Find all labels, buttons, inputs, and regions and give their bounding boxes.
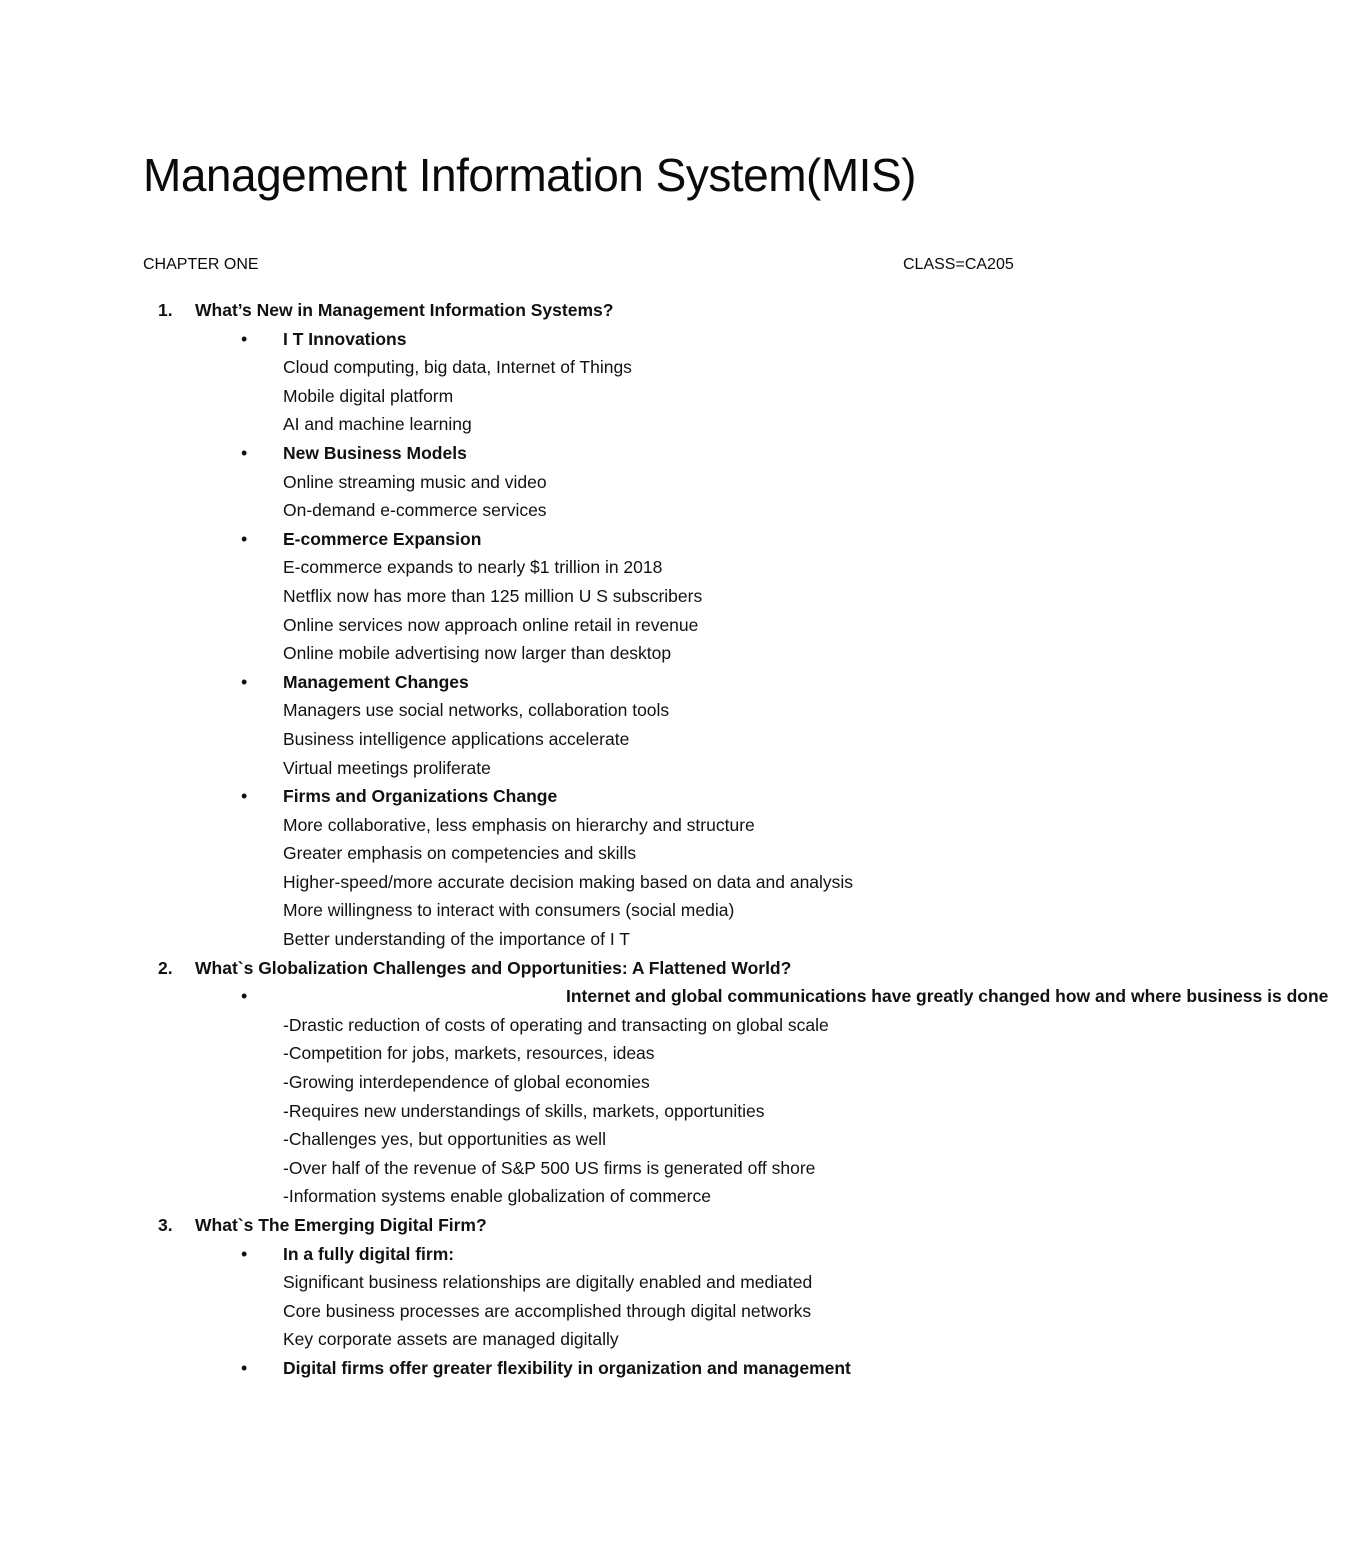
list-item — [0, 582, 1200, 611]
list-item — [0, 468, 1200, 497]
list-item-text: -Requires new understandings of skills, markets, opportunities — [283, 1100, 765, 1121]
list-item-text: -Drastic reduction of costs of operating and transacting on global scale — [283, 1014, 829, 1035]
list-item-text: Higher-speed/more accurate decision making based on data and analysis — [283, 871, 854, 892]
list-item-text: Significant business relationships are digitally enabled and mediated — [283, 1272, 813, 1293]
list-item — [0, 1268, 1200, 1297]
list-item — [0, 611, 1200, 640]
bullet-icon: • — [241, 1357, 248, 1378]
list-item-text: -Challenges yes, but opportunities as well — [283, 1129, 606, 1150]
list-item — [0, 410, 1200, 439]
bullet-row — [0, 439, 1200, 468]
list-item — [0, 496, 1200, 525]
list-item-text: -Growing interdependence of global economies — [283, 1072, 650, 1093]
section-heading: What`s The Emerging Digital Firm? — [195, 1215, 487, 1235]
list-item — [0, 696, 1200, 725]
list-item-text: Online services now approach online retail in revenue — [283, 614, 699, 635]
list-item-text: Virtual meetings proliferate — [283, 757, 491, 778]
bullet-row — [0, 525, 1200, 554]
bullet-icon: • — [241, 671, 248, 692]
list-item-text: More willingness to interact with consumers (social media) — [283, 900, 735, 921]
list-item — [0, 725, 1200, 754]
list-item-text: Online streaming music and video — [283, 471, 547, 492]
bullet-title: Digital firms offer greater flexibility in organization and management — [283, 1357, 851, 1378]
bullet-title: Firms and Organizations Change — [283, 786, 558, 807]
bullet-icon: • — [241, 786, 248, 807]
list-item-text: Cloud computing, big data, Internet of Things — [283, 357, 632, 378]
bullet-title: New Business Models — [283, 442, 467, 463]
list-item — [0, 1068, 1200, 1097]
section-heading-row — [0, 296, 1200, 325]
list-item-text: Greater emphasis on competencies and skills — [283, 843, 637, 864]
page-title: Management Information System(MIS) — [143, 149, 916, 201]
bullet-title: Management Changes — [283, 671, 469, 692]
list-item — [0, 1011, 1200, 1040]
bullet-title: In a fully digital firm: — [283, 1243, 455, 1264]
list-item — [0, 754, 1200, 783]
document-body — [0, 296, 1329, 1383]
section-number: 1. — [158, 300, 173, 320]
list-item — [0, 1097, 1200, 1126]
bullet-title: I T Innovations — [283, 328, 407, 349]
list-item-text: Mobile digital platform — [283, 385, 454, 406]
list-item — [0, 1154, 1200, 1183]
list-item — [0, 1125, 1200, 1154]
list-item-text: More collaborative, less emphasis on hierarchy and structure — [283, 814, 755, 835]
list-item — [0, 353, 1200, 382]
class-label: CLASS=CA205 — [903, 256, 1014, 273]
list-item — [0, 1039, 1200, 1068]
section-heading: What`s Globalization Challenges and Opportunities: A Flattened World? — [195, 957, 792, 978]
bullet-row — [0, 982, 1329, 1011]
bullet-icon: • — [241, 442, 248, 463]
bullet-row — [0, 1354, 1200, 1383]
list-item-text: -Information systems enable globalization of commerce — [283, 1186, 711, 1207]
list-item — [0, 896, 1200, 925]
list-item — [0, 1182, 1200, 1211]
bullet-row — [0, 782, 1200, 811]
list-item — [0, 1297, 1200, 1326]
list-item — [0, 553, 1200, 582]
list-item — [0, 868, 1200, 897]
list-item-text: E-commerce expands to nearly $1 trillion in 2018 — [283, 557, 663, 578]
list-item — [0, 382, 1200, 411]
list-item — [0, 925, 1200, 954]
list-item-text: On-demand e-commerce services — [283, 500, 547, 521]
bullet-title: Internet and global communications have greatly changed how and where business is done — [566, 986, 1329, 1007]
bullet-row — [0, 668, 1200, 697]
list-item-text: AI and machine learning — [283, 414, 472, 435]
list-item-text: -Over half of the revenue of S&P 500 US firms is generated off shore — [283, 1157, 816, 1178]
section-heading: What’s New in Management Information Systems? — [195, 300, 614, 320]
list-item-text: Core business processes are accomplished through digital networks — [283, 1300, 812, 1321]
section-number: 2. — [158, 957, 173, 978]
chapter-label: CHAPTER ONE — [143, 256, 259, 273]
bullet-title: E-commerce Expansion — [283, 528, 482, 549]
list-item-text: -Competition for jobs, markets, resources, ideas — [283, 1043, 655, 1064]
bullet-icon: • — [241, 986, 248, 1007]
list-item-text: Managers use social networks, collaboration tools — [283, 700, 670, 721]
bullet-icon: • — [241, 1243, 248, 1264]
list-item-text: Key corporate assets are managed digitally — [283, 1329, 619, 1350]
section-heading-row — [0, 954, 1200, 983]
bullet-row — [0, 325, 1200, 354]
section-number: 3. — [158, 1215, 173, 1235]
section-heading-row — [0, 1211, 1200, 1240]
list-item-text: Online mobile advertising now larger than desktop — [283, 643, 672, 664]
bullet-icon: • — [241, 328, 248, 349]
list-item — [0, 639, 1200, 668]
list-item — [0, 1325, 1200, 1354]
list-item-text: Business intelligence applications accelerate — [283, 728, 630, 749]
bullet-icon: • — [241, 528, 248, 549]
list-item-text: Netflix now has more than 125 million U S subscribers — [283, 585, 703, 606]
list-item-text: Better understanding of the importance of I T — [283, 929, 630, 950]
list-item — [0, 839, 1200, 868]
bullet-row — [0, 1240, 1200, 1269]
list-item — [0, 811, 1200, 840]
